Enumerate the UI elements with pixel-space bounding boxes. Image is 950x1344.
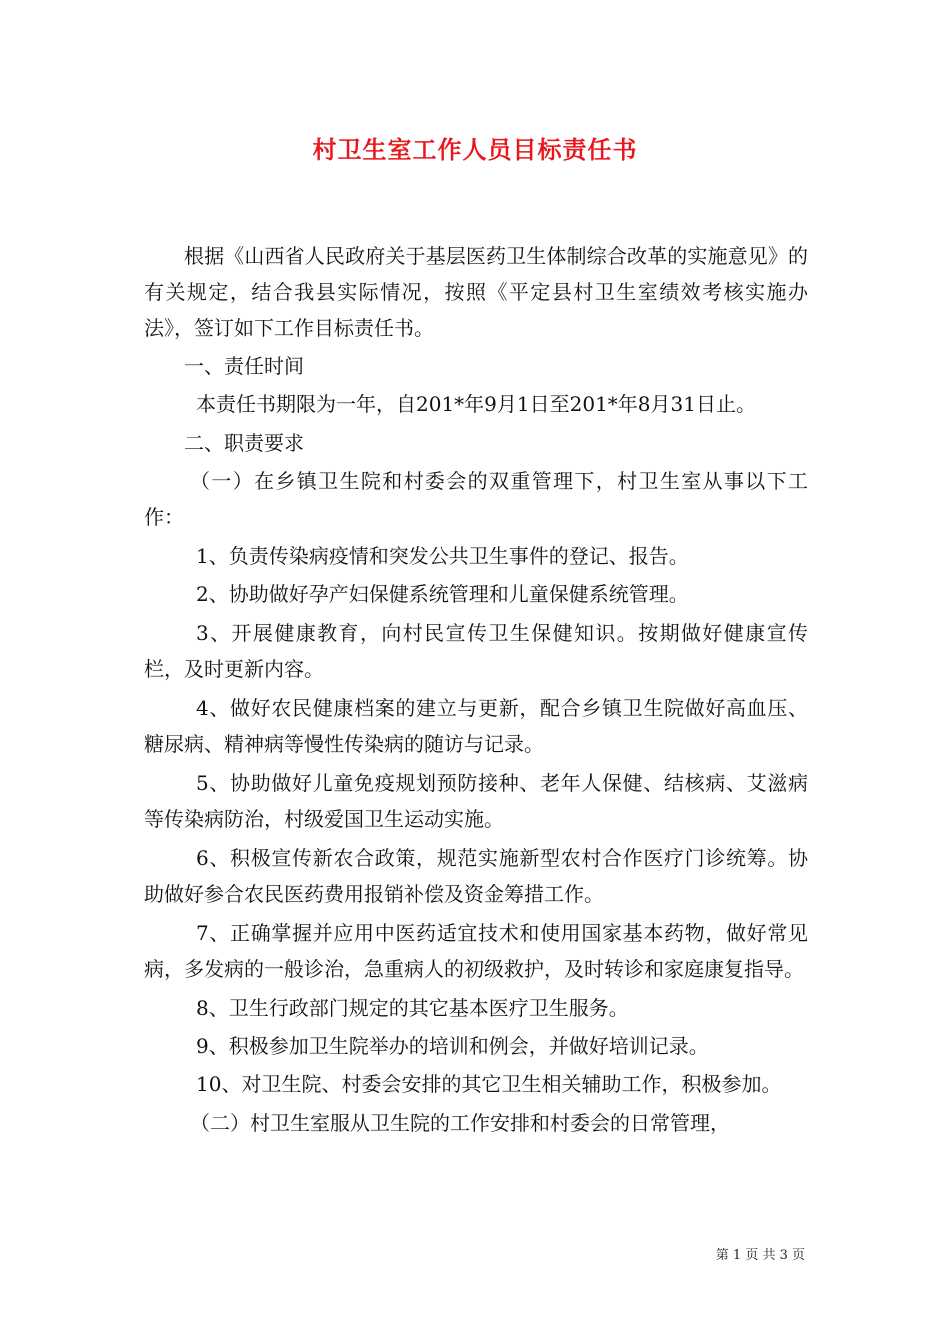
duty-item-3: 3、开展健康教育，向村民宣传卫生保健知识。按期做好健康宣传栏，及时更新内容。 bbox=[144, 621, 808, 681]
document-body bbox=[144, 238, 808, 1141]
document-title: 村卫生室工作人员目标责任书 bbox=[312, 135, 638, 164]
duty-item-9: 9、积极参加卫生院举办的培训和例会，并做好培训记录。 bbox=[196, 1034, 709, 1058]
section-heading-time: 一、责任时间 bbox=[184, 354, 304, 378]
subsection-one: （一）在乡镇卫生院和村委会的双重管理下，村卫生室从事以下工作： bbox=[144, 469, 808, 529]
paragraph-intro: 根据《山西省人民政府关于基层医药卫生体制综合改革的实施意见》的有关规定，结合我县实际情况，按照《平定县村卫生室绩效考核实施办法》，签订如下工作目标责任书。 bbox=[144, 244, 808, 340]
duty-item-4: 4、做好农民健康档案的建立与更新，配合乡镇卫生院做好高血压、糖尿病、精神病等慢性传染病的随访与记录。 bbox=[144, 696, 808, 756]
duty-item-1: 1、负责传染病疫情和突发公共卫生事件的登记、报告。 bbox=[196, 544, 689, 568]
subsection-two: （二）村卫生室服从卫生院的工作安排和村委会的日常管理， bbox=[190, 1111, 730, 1135]
page-number: 第 1 页 共 3 页 bbox=[715, 1248, 805, 1263]
paragraph-term: 本责任书期限为一年，自201*年9月1日至201*年8月31日止。 bbox=[196, 392, 756, 416]
duty-item-10: 10、对卫生院、村委会安排的其它卫生相关辅助工作，积极参加。 bbox=[196, 1072, 782, 1096]
duty-item-5: 5、协助做好儿童免疫规划预防接种、老年人保健、结核病、艾滋病等传染病防治，村级爱国卫生运动实施。 bbox=[144, 771, 808, 831]
duty-item-2: 2、协助做好孕产妇保健系统管理和儿童保健系统管理。 bbox=[196, 582, 689, 606]
duty-item-6: 6、积极宣传新农合政策，规范实施新型农村合作医疗门诊统筹。协助做好参合农民医药费用报销补偿及资金筹措工作。 bbox=[144, 846, 808, 906]
duty-item-8: 8、卫生行政部门规定的其它基本医疗卫生服务。 bbox=[196, 996, 629, 1020]
section-heading-duties: 二、职责要求 bbox=[184, 431, 304, 455]
duty-item-7: 7、正确掌握并应用中医药适宜技术和使用国家基本药物，做好常见病，多发病的一般诊治，急重病人的初级救护，及时转诊和家庭康复指导。 bbox=[144, 921, 808, 981]
